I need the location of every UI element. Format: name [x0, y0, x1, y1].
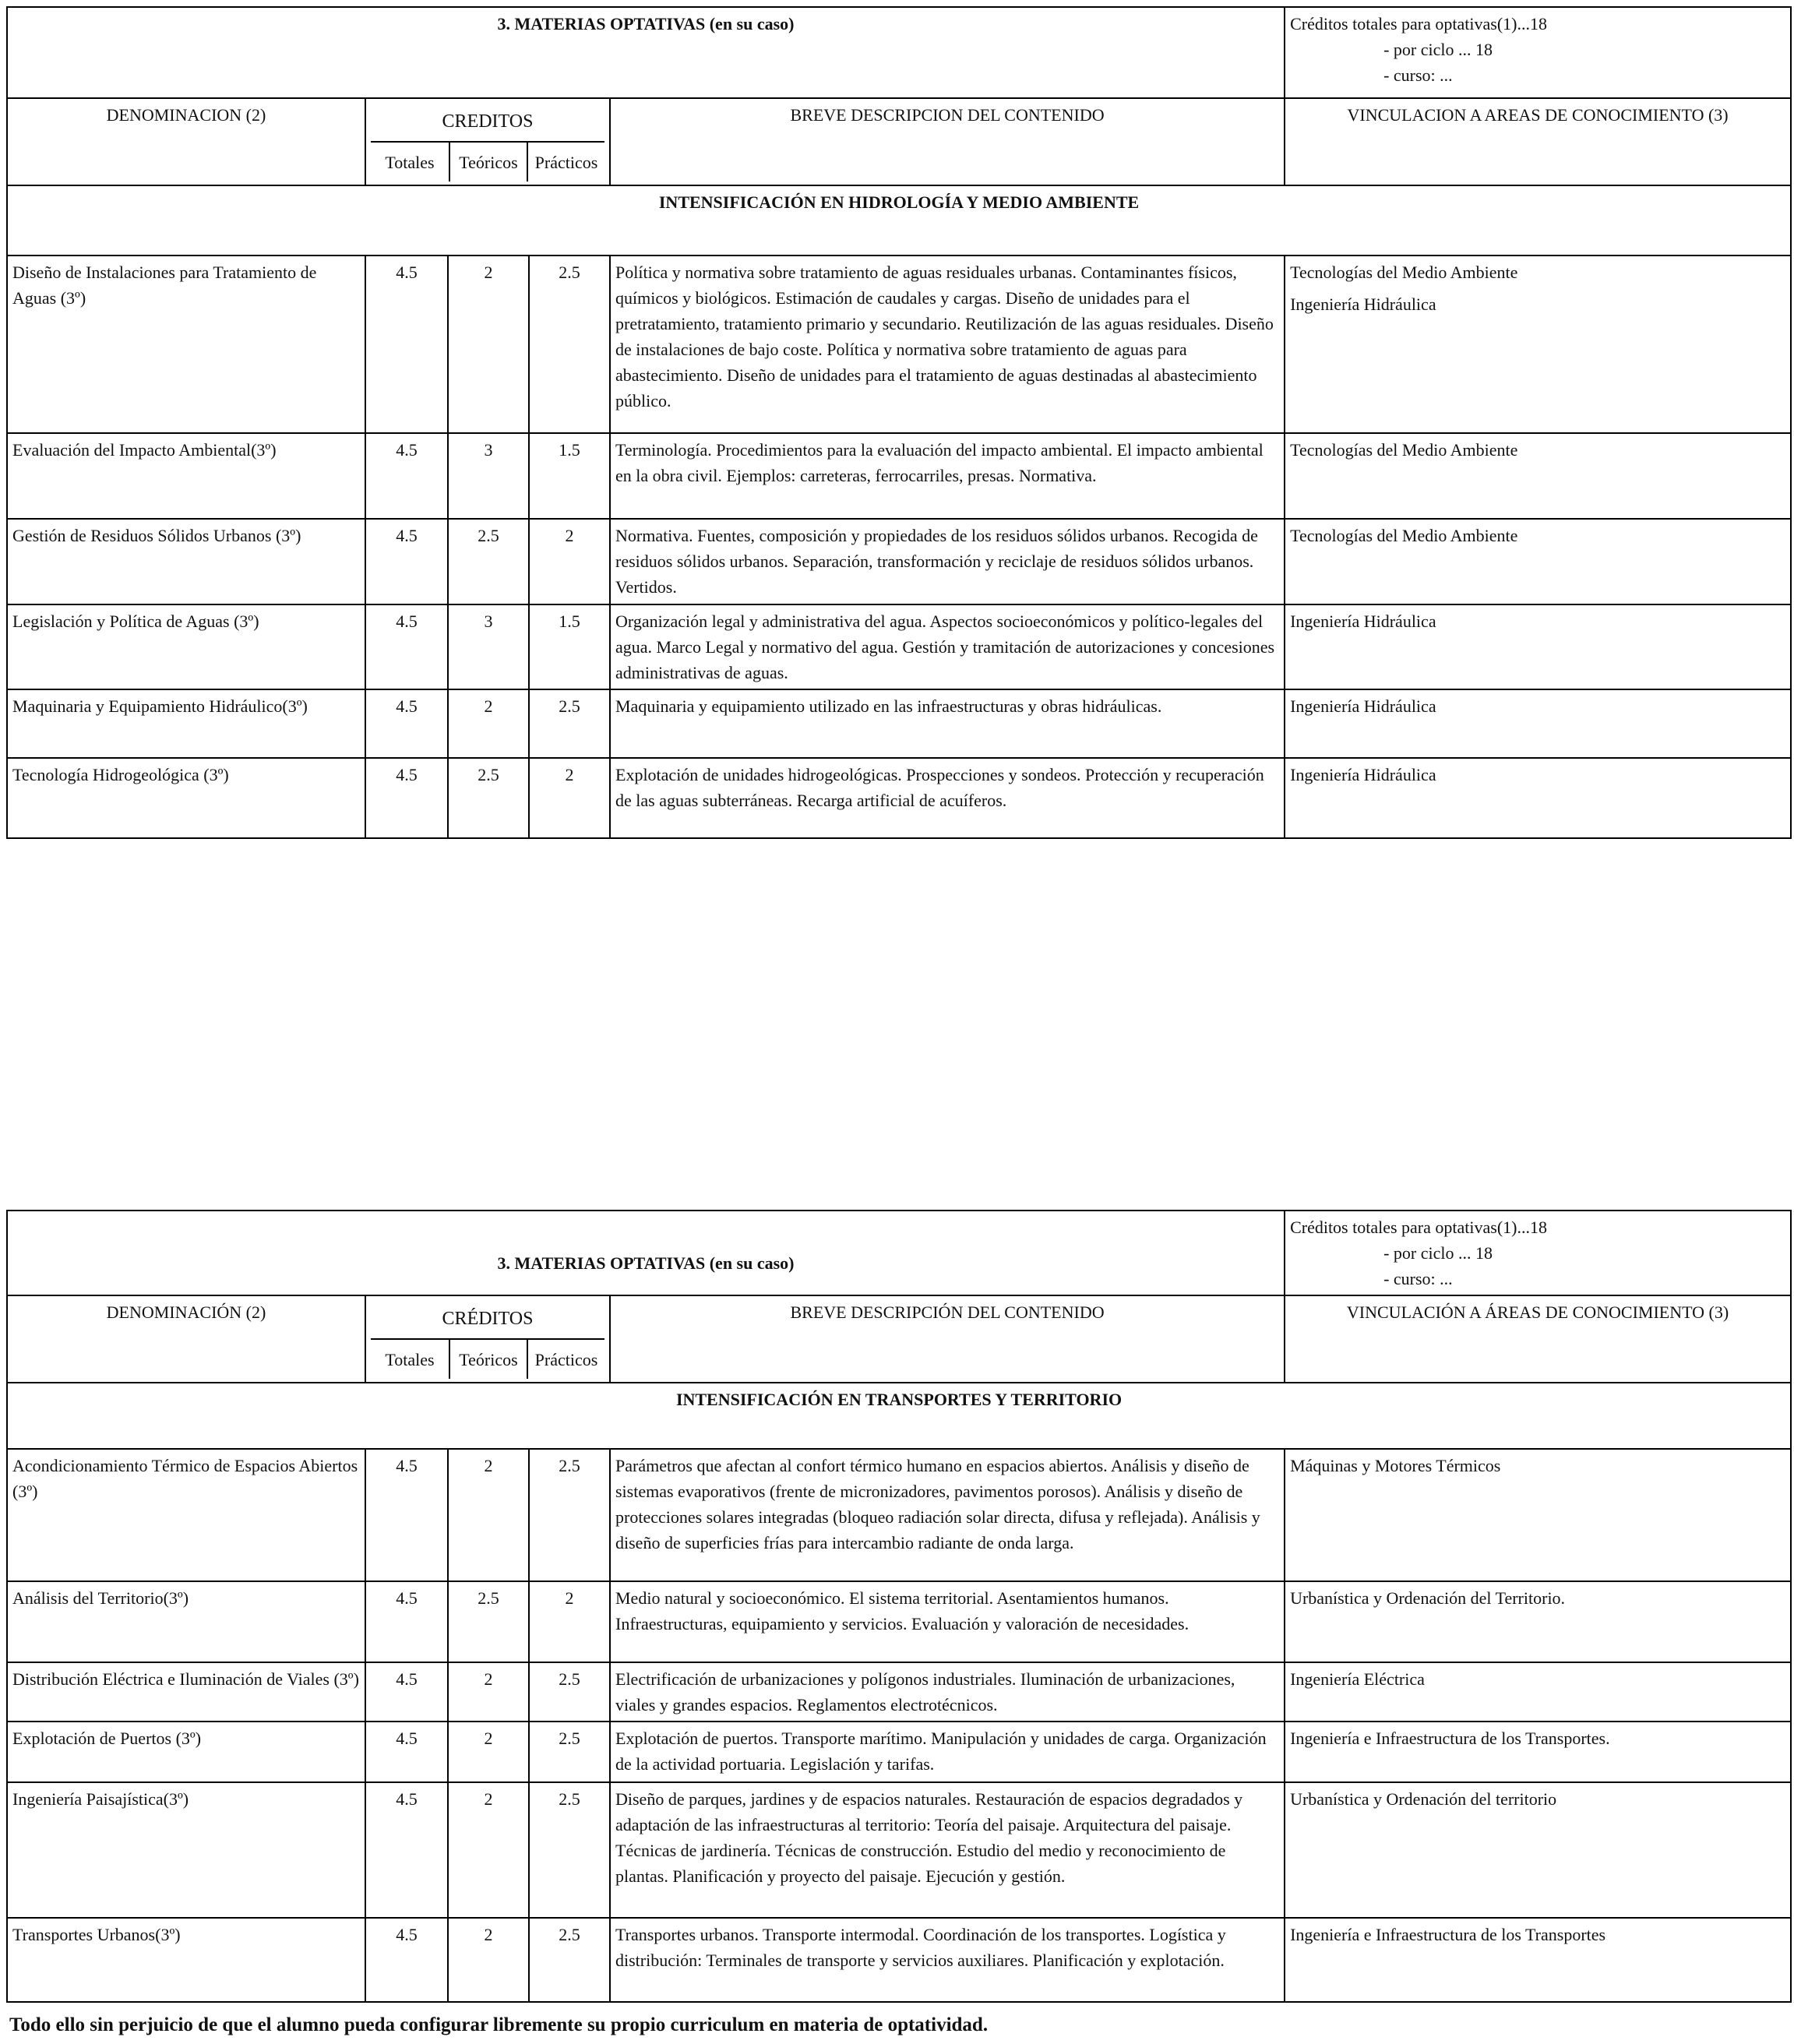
subheader-practicos: Prácticos: [527, 1340, 604, 1379]
subject-name: Distribución Eléctrica e Iluminación de Viales (3º): [7, 1662, 365, 1722]
table-row: [7, 519, 1791, 604]
subject-description: Diseño de parques, jardines y de espacios naturales. Restauración de espacios degradados y adaptación de las infraestructuras al territorio: Teoría del paisaje. Arquitectura del paisaje. Técnicas de jardinería. Técnicas de construcción. Estudio del medio y reconocimiento de plantas. Planificación y proyecto del paisaje. Ejecución y gestión.: [610, 1782, 1285, 1918]
knowledge-areas: [1285, 256, 1791, 433]
credits-totales: 4.5: [365, 519, 448, 604]
subject-name: Acondicionamiento Térmico de Espacios Abiertos (3º): [7, 1449, 365, 1581]
table-row: [7, 1918, 1791, 2002]
credits-totales: 4.5: [365, 1722, 448, 1782]
credits-totales: 4.5: [365, 604, 448, 689]
credits-totales: 4.5: [365, 256, 448, 433]
subject-description: Medio natural y socioeconómico. El sistema territorial. Asentamientos humanos. Infraestructuras, equipamiento y servicios. Evaluación y valoración de necesidades.: [610, 1581, 1285, 1662]
table-title: 3. MATERIAS OPTATIVAS (en su caso): [7, 1211, 1285, 1295]
section-heading: INTENSIFICACIÓN EN HIDROLOGÍA Y MEDIO AMBIENTE: [7, 185, 1791, 256]
column-header-descripcion: BREVE DESCRIPCIÓN DEL CONTENIDO: [610, 1295, 1285, 1383]
knowledge-area: Ingeniería Hidráulica: [1285, 689, 1791, 758]
credits-info: [1285, 7, 1791, 98]
knowledge-area: Ingeniería Eléctrica: [1285, 1662, 1791, 1722]
credits-teoricos: 2: [448, 1918, 529, 2002]
column-header-creditos: [365, 1295, 610, 1383]
credits-teoricos: 2.5: [448, 758, 529, 838]
table-title: 3. MATERIAS OPTATIVAS (en su caso): [7, 7, 1285, 98]
table-row: [7, 1449, 1791, 1581]
knowledge-area: Ingeniería Hidráulica: [1285, 758, 1791, 838]
section-heading: INTENSIFICACIÓN EN TRANSPORTES Y TERRITORIO: [7, 1383, 1791, 1449]
knowledge-area: Urbanística y Ordenación del territorio: [1285, 1782, 1791, 1918]
table-row: [7, 1722, 1791, 1782]
subject-name: Gestión de Residuos Sólidos Urbanos (3º): [7, 519, 365, 604]
subject-description: Terminología. Procedimientos para la evaluación del impacto ambiental. El impacto ambiental en la obra civil. Ejemplos: carreteras, ferrocarriles, presas. Normativa.: [610, 433, 1285, 519]
credits-teoricos: 2: [448, 1662, 529, 1722]
credits-practicos: 2.5: [529, 1782, 610, 1918]
optional-subjects-table-hidrologia: [6, 6, 1792, 839]
credits-totales: 4.5: [365, 433, 448, 519]
credits-practicos: 2: [529, 758, 610, 838]
credits-teoricos: 2: [448, 1722, 529, 1782]
subject-name: Diseño de Instalaciones para Tratamiento de Aguas (3º): [7, 256, 365, 433]
subject-description: Normativa. Fuentes, composición y propiedades de los residuos sólidos urbanos. Recogida de residuos sólidos urbanos. Separación, transformación y reciclaje de residuos sólidos urbanos. Vertidos.: [610, 519, 1285, 604]
knowledge-area: Ingeniería e Infraestructura de los Transportes.: [1285, 1722, 1791, 1782]
creditos-title: CRÉDITOS: [442, 1309, 534, 1329]
table-row: [7, 256, 1791, 433]
credits-teoricos: 2: [448, 256, 529, 433]
subject-description: Organización legal y administrativa del agua. Aspectos socioeconómicos y político-legales del agua. Marco Legal y normativo del agua. Gestión y tramitación de autorizaciones y concesiones administrativas de aguas.: [610, 604, 1285, 689]
credits-per-cycle: - por ciclo ... 18: [1383, 1243, 1493, 1263]
footnote: Todo ello sin perjuicio de que el alumno pueda configurar libremente su propio curriculum en materia de optatividad.: [9, 2014, 989, 2035]
credits-total: Créditos totales para optativas(1)...18: [1290, 1218, 1547, 1237]
credits-per-cycle: - por ciclo ... 18: [1383, 40, 1493, 59]
table-row: [7, 758, 1791, 838]
column-header-denominacion: DENOMINACIÓN (2): [7, 1295, 365, 1383]
credits-totales: 4.5: [365, 689, 448, 758]
subject-description: Transportes urbanos. Transporte intermodal. Coordinación de los transportes. Logística y distribución: Terminales de transporte y servicios auxiliares. Planificación y explotación.: [610, 1918, 1285, 2002]
optional-subjects-table-transportes: [6, 1210, 1792, 2003]
knowledge-area: Tecnologías del Medio Ambiente: [1285, 519, 1791, 604]
subject-description: Electrificación de urbanizaciones y polígonos industriales. Iluminación de urbanizaciones, viales y grandes espacios. Reglamentos electrotécnicos.: [610, 1662, 1285, 1722]
credits-practicos: 2.5: [529, 1918, 610, 2002]
table-row: [7, 1782, 1791, 1918]
subject-description: Explotación de puertos. Transporte marítimo. Manipulación y unidades de carga. Organización de la actividad portuaria. Legislación y tarifas.: [610, 1722, 1285, 1782]
knowledge-area: Tecnologías del Medio Ambiente: [1290, 263, 1518, 282]
credits-practicos: 2: [529, 519, 610, 604]
knowledge-area: Tecnologías del Medio Ambiente: [1285, 433, 1791, 519]
column-header-creditos: [365, 98, 610, 185]
credits-per-course: - curso: ...: [1383, 1269, 1453, 1288]
credits-teoricos: 2.5: [448, 519, 529, 604]
credits-total: Créditos totales para optativas(1)...18: [1290, 14, 1547, 33]
column-header-vinculacion: VINCULACION A AREAS DE CONOCIMIENTO (3): [1285, 98, 1791, 185]
credits-teoricos: 2.5: [448, 1581, 529, 1662]
subject-name: Explotación de Puertos (3º): [7, 1722, 365, 1782]
column-header-vinculacion: VINCULACIÓN A ÁREAS DE CONOCIMIENTO (3): [1285, 1295, 1791, 1383]
credits-teoricos: 2: [448, 1782, 529, 1918]
subheader-teoricos: Teóricos: [449, 143, 527, 181]
subject-description: Maquinaria y equipamiento utilizado en las infraestructuras y obras hidráulicas.: [610, 689, 1285, 758]
credits-totales: 4.5: [365, 1782, 448, 1918]
subject-description: Política y normativa sobre tratamiento de aguas residuales urbanas. Contaminantes físicos, químicos y biológicos. Estimación de caudales y cargas. Diseño de unidades para el pretratamiento, tratamiento primario y secundario. Reutilización de las aguas residuales. Diseño de instalaciones de bajo coste. Política y normativa sobre tratamiento de aguas para abastecimiento. Diseño de unidades para el tratamiento de aguas destinadas al abastecimiento público.: [610, 256, 1285, 433]
credits-practicos: 2: [529, 1581, 610, 1662]
subject-name: Transportes Urbanos(3º): [7, 1918, 365, 2002]
subject-name: Tecnología Hidrogeológica (3º): [7, 758, 365, 838]
knowledge-area: Máquinas y Motores Térmicos: [1285, 1449, 1791, 1581]
credits-teoricos: 2: [448, 1449, 529, 1581]
table-row: [7, 1581, 1791, 1662]
table-row: [7, 689, 1791, 758]
knowledge-area: Ingeniería Hidráulica: [1290, 294, 1436, 314]
table-row: [7, 604, 1791, 689]
subject-name: Legislación y Política de Aguas (3º): [7, 604, 365, 689]
credits-practicos: 2.5: [529, 689, 610, 758]
subject-name: Evaluación del Impacto Ambiental(3º): [7, 433, 365, 519]
table-row: [7, 433, 1791, 519]
credits-totales: 4.5: [365, 758, 448, 838]
credits-practicos: 2.5: [529, 1449, 610, 1581]
subject-name: Maquinaria y Equipamiento Hidráulico(3º): [7, 689, 365, 758]
credits-totales: 4.5: [365, 1662, 448, 1722]
credits-practicos: 1.5: [529, 604, 610, 689]
subject-name: Análisis del Territorio(3º): [7, 1581, 365, 1662]
credits-totales: 4.5: [365, 1581, 448, 1662]
credits-practicos: 1.5: [529, 433, 610, 519]
subheader-teoricos: Teóricos: [449, 1340, 527, 1379]
column-header-denominacion: DENOMINACION (2): [7, 98, 365, 185]
subject-name: Ingeniería Paisajística(3º): [7, 1782, 365, 1918]
knowledge-area: Urbanística y Ordenación del Territorio.: [1285, 1581, 1791, 1662]
table-row: [7, 1662, 1791, 1722]
credits-totales: 4.5: [365, 1918, 448, 2002]
credits-teoricos: 2: [448, 689, 529, 758]
credits-teoricos: 3: [448, 604, 529, 689]
credits-practicos: 2.5: [529, 256, 610, 433]
credits-practicos: 2.5: [529, 1722, 610, 1782]
subject-description: Parámetros que afectan al confort térmico humano en espacios abiertos. Análisis y diseño de sistemas evaporativos (frente de micronizadores, pavimentos porosos). Análisis y diseño de protecciones solares integradas (bloqueo radiación solar directa, difusa y reflejada). Análisis y diseño de superficies frías para intercambio radiante de onda larga.: [610, 1449, 1285, 1581]
subheader-totales: Totales: [385, 152, 435, 172]
knowledge-area: Ingeniería Hidráulica: [1285, 604, 1791, 689]
creditos-title: CREDITOS: [442, 111, 534, 132]
subheader-practicos: Prácticos: [527, 143, 604, 181]
column-header-descripcion: BREVE DESCRIPCION DEL CONTENIDO: [610, 98, 1285, 185]
subheader-totales: Totales: [385, 1349, 435, 1369]
subject-description: Explotación de unidades hidrogeológicas. Prospecciones y sondeos. Protección y recuperación de las aguas subterráneas. Recarga artificial de acuíferos.: [610, 758, 1285, 838]
credits-teoricos: 3: [448, 433, 529, 519]
credits-practicos: 2.5: [529, 1662, 610, 1722]
credits-info: [1285, 1211, 1791, 1295]
credits-totales: 4.5: [365, 1449, 448, 1581]
credits-per-course: - curso: ...: [1383, 65, 1453, 85]
knowledge-area: Ingeniería e Infraestructura de los Transportes: [1285, 1918, 1791, 2002]
